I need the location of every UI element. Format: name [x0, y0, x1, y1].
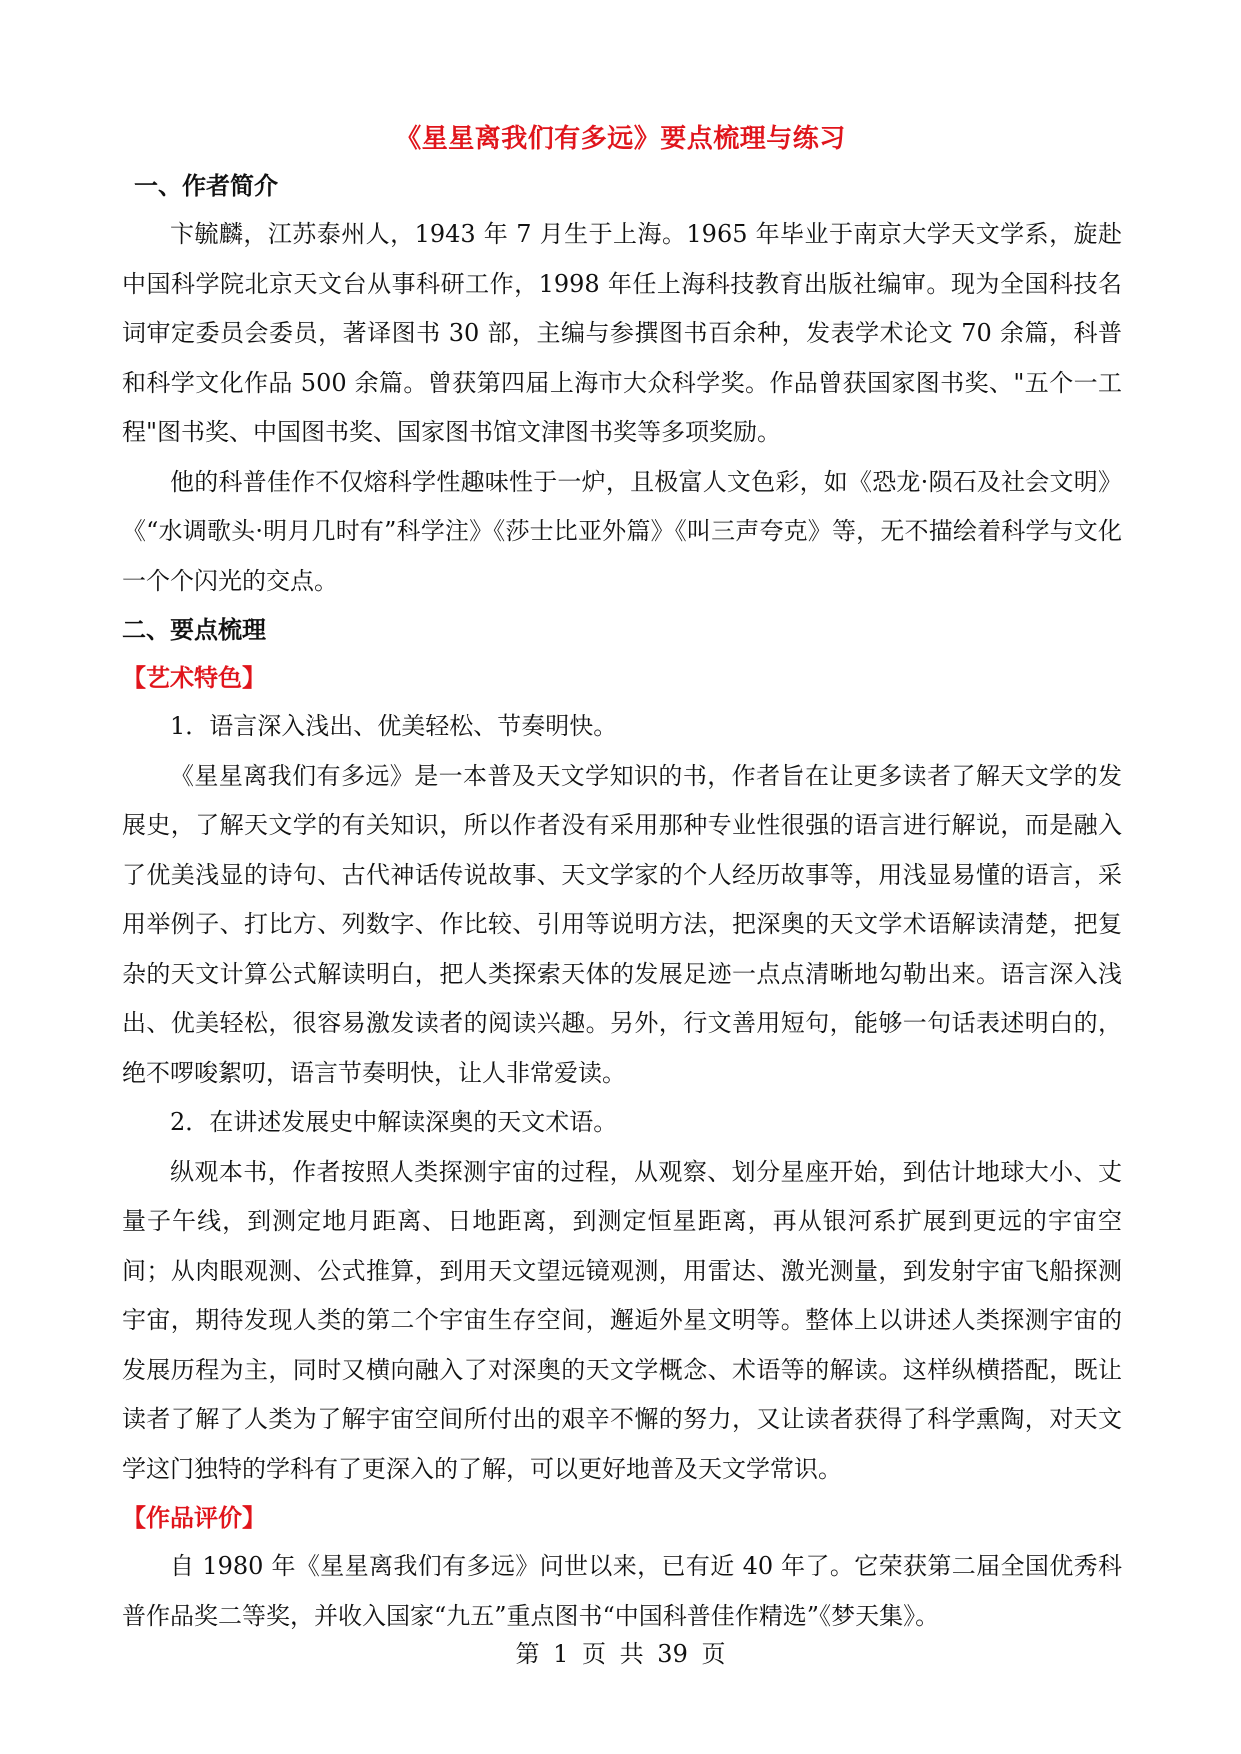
section-heading-author: 一、作者简介	[134, 172, 278, 200]
tag-work-evaluation: 【作品评价】	[122, 1504, 266, 1532]
art-item-1-title: 1．语言深入浅出、优美轻松、节奏明快。	[170, 712, 618, 740]
author-paragraph-2: 他的科普佳作不仅熔科学性趣味性于一炉，且极富人文色彩，如《恐龙·陨石及社会文明》《“水调歌头·明月几时有”科学注》《莎士比亚外篇》《叫三声夸克》等，无不描绘着科学与文化一个个闪光的交点。	[122, 467, 1122, 595]
page-footer: 第 1 页 共 39 页	[515, 1640, 726, 1668]
section-heading-keypoints: 二、要点梳理	[122, 616, 266, 644]
document-body	[122, 162, 1122, 1641]
document-title: 《星星离我们有多远》要点梳理与练习	[395, 124, 846, 154]
author-paragraph-1: 卞毓麟，江苏泰州人，1943 年 7 月生于上海。1965 年毕业于南京大学天文学系，旋赴中国科学院北京天文台从事科研工作，1998 年任上海科技教育出版社编审。现为全国科技名词审定委员会委员，著译图书 30 部，主编与参撰图书百余种，发表学术论文 70 余篇，科普和科学文化作品 500 余篇。曾获第四届上海市大众科学奖。作品曾获国家图书奖、"五个一工程"图书奖、中国图书奖、国家图书馆文津图书奖等多项奖励。	[122, 220, 1122, 446]
art-item-2-text: 纵观本书，作者按照人类探测宇宙的过程，从观察、划分星座开始，到估计地球大小、丈量子午线，到测定地月距离、日地距离，到测定恒星距离，再从银河系扩展到更远的宇宙空间；从肉眼观测、公式推算，到用天文望远镜观测，用雷达、激光测量，到发射宇宙飞船探测宇宙，期待发现人类的第二个宇宙生存空间，邂逅外星文明等。整体上以讲述人类探测宇宙的发展历程为主，同时又横向融入了对深奥的天文学概念、术语等的解读。这样纵横搭配，既让读者了解了人类为了解宇宙空间所付出的艰辛不懈的努力，又让读者获得了科学熏陶，对天文学这门独特的学科有了更深入的了解，可以更好地普及天文学常识。	[122, 1157, 1122, 1483]
art-item-2-title: 2．在讲述发展史中解读深奥的天文术语。	[170, 1108, 618, 1136]
art-item-1-text: 《星星离我们有多远》是一本普及天文学知识的书，作者旨在让更多读者了解天文学的发展史，了解天文学的有关知识，所以作者没有采用那种专业性很强的语言进行解说，而是融入了优美浅显的诗句、古代神话传说故事、天文学家的个人经历故事等，用浅显易懂的语言，采用举例子、打比方、列数字、作比较、引用等说明方法，把深奥的天文学术语解读清楚，把复杂的天文计算公式解读明白，把人类探索天体的发展足迹一点点清晰地勾勒出来。语言深入浅出、优美轻松，很容易激发读者的阅读兴趣。另外，行文善用短句，能够一句话表述明白的，绝不啰唆絮叨，语言节奏明快，让人非常爱读。	[122, 761, 1122, 1087]
tag-art-features: 【艺术特色】	[122, 664, 266, 692]
evaluation-paragraph: 自 1980 年《星星离我们有多远》问世以来，已有近 40 年了。它荣获第二届全国优秀科普作品奖二等奖，并收入国家“九五”重点图书“中国科普佳作精选”《梦天集》。	[122, 1552, 1122, 1630]
